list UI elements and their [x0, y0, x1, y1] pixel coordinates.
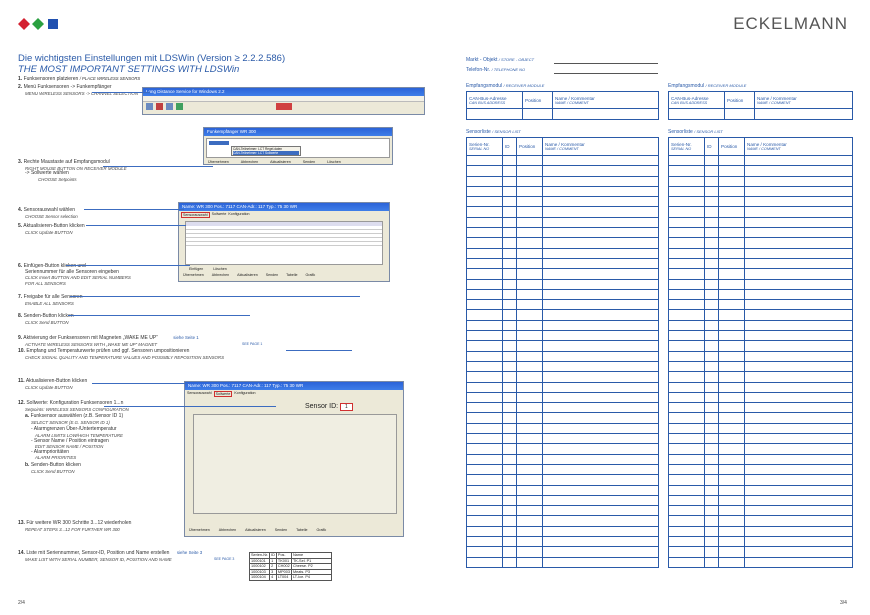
step-2: 2. Menü Funksensoren -> Funkempfänger MENU WIRELESS SENSORS -> CHANNEL SELECTION	[18, 84, 139, 96]
sensor-list-row[interactable]	[669, 485, 853, 495]
graph-button[interactable]: Grafik	[316, 528, 327, 532]
step-14: 14. Liste mit Seriennummer, Sensor-ID, Position und Name erstellen siehe Seite 3 MAKE LIST WITH SERIAL NUMBER, SENSOR ID, POSITION AND NAME	[18, 550, 203, 562]
sensor-list-row[interactable]	[669, 434, 853, 444]
sensor-list-row[interactable]	[669, 279, 853, 289]
sensor-list-row[interactable]	[467, 361, 659, 371]
sensor-list-row[interactable]	[467, 197, 659, 207]
arrow-step5	[86, 225, 186, 226]
arrow-step3	[103, 166, 213, 167]
send-button[interactable]: Senden	[302, 160, 316, 164]
market-field[interactable]	[554, 63, 658, 64]
example-sensor-list	[249, 552, 332, 581]
sensor-list-row[interactable]	[669, 258, 853, 268]
arrow-step12	[104, 406, 276, 407]
arrow-step10	[286, 350, 352, 351]
sensor-list-row[interactable]	[467, 289, 659, 299]
tab-configuration[interactable]: Konfiguration	[234, 391, 256, 395]
title-de: Die wichtigsten Einstellungen mit LDSWin (Version ≥ 2.2.2.586)	[18, 53, 286, 64]
step-10: 10. Empfang und Temperaturwerte prüfen und ggf. Sensoren umpositionieren CHECK SIGNAL QUALITY AND TEMPERATURE VALUES AND POSSIBLY REPOSITION SENSORS	[18, 348, 225, 360]
sensor-id-field[interactable]: Sensor ID: 1	[305, 403, 353, 410]
sensor-list-row[interactable]	[669, 382, 853, 392]
table-button[interactable]: Tabelle	[296, 528, 308, 532]
sensor-list-row[interactable]	[467, 403, 659, 413]
step-9-ref-en: SEE PAGE 1	[242, 342, 263, 346]
sensor-list-row[interactable]	[467, 217, 659, 227]
arrow-step4	[84, 209, 184, 210]
arrow-step8	[68, 315, 250, 316]
tab-setpoints[interactable]: Sollwerte	[215, 392, 231, 396]
sensor-list-row[interactable]	[669, 392, 853, 402]
sensor-list-row[interactable]	[467, 413, 659, 423]
phone-field[interactable]	[554, 73, 658, 74]
abort-button[interactable]: Abbrechen	[211, 273, 230, 277]
tab-sensor-selection[interactable]: Sensorauswahl	[187, 391, 212, 395]
step-1: 1. Funksensoren platzieren / PLACE WIRELESS SENSORS	[18, 76, 141, 82]
update-button[interactable]: Aktualisieren	[237, 273, 258, 277]
sensor-list-row[interactable]	[669, 186, 853, 196]
sensor-list-row[interactable]	[467, 557, 659, 567]
step-12: 12. Sollwerte: Konfiguration Funksensoren 1...n Setpoints: WIRELESS SENSORS CONFIGURATION a. Funksensor auswählen (z.B. Sensor ID 1) SELECT SENSOR (E.G. SENSOR ID 1) - Alarmgrenzen Über-/Untertemperatur ALARM LIMITS LOW/HIGH TEMPERATURE - Sensor Name / Position eintragen EDIT SENSOR NAME / POSITION - Alarmprioritäten ALARM PRIORITIES b. Senden-Button klicken CLICK Send BUTTON	[18, 400, 129, 474]
sensor-list-row[interactable]	[467, 228, 659, 238]
step-11: 11. Aktualisieren-Button klicken CLICK Update BUTTON	[18, 378, 88, 390]
receiver-row-selected[interactable]	[209, 141, 229, 145]
sensor-list-row[interactable]	[669, 207, 853, 217]
sensor-list-row[interactable]	[669, 310, 853, 320]
brand-name: ECKELMANN	[733, 14, 848, 33]
eckelmann-logo-icon	[18, 18, 68, 30]
sensor-list-row[interactable]	[467, 547, 659, 557]
sensor-list-row[interactable]	[467, 454, 659, 464]
arrow-step6	[66, 265, 190, 266]
list-header: Name	[291, 553, 331, 559]
sensor-list-row[interactable]	[467, 464, 659, 474]
sensor-list-row[interactable]	[467, 320, 659, 330]
sensor-list-row[interactable]	[669, 197, 853, 207]
sensor-list-row[interactable]	[669, 454, 853, 464]
delete-button[interactable]: Löschen	[327, 160, 341, 164]
receiver-table-left: CAN-Bus-Adresse CAN BUS ADDRESS Position Name / Kommentar NAME / COMMENT	[466, 91, 659, 120]
send-button[interactable]: Senden	[274, 528, 288, 532]
step-4: 4. Sensorauswahl wählen CHOOSE Sensor selection	[18, 207, 78, 219]
sensor-list-row[interactable]	[669, 475, 853, 485]
sensor-list-row[interactable]	[669, 341, 853, 351]
step-7: 7. Freigabe für alle Sensoren ENABLE ALL SENSORS	[18, 294, 83, 306]
sensor-list-row[interactable]	[467, 526, 659, 536]
sensor-list-row[interactable]	[467, 516, 659, 526]
sensor-list-table-right: Serien-Nr. SERIAL NO ID Position Name / Kommentar NAME / COMMENT	[668, 137, 853, 568]
table-button[interactable]: Tabelle	[286, 273, 298, 277]
sensor-list-row[interactable]	[669, 526, 853, 536]
step-8: 8. Senden-Button klicken CLICK Send BUTTON	[18, 313, 74, 325]
sensor-list-label-right: Sensorliste / SENSOR LIST	[668, 129, 723, 135]
sensor-selection-window	[178, 202, 390, 282]
sensor-list-row[interactable]	[669, 248, 853, 258]
toolbar-icon[interactable]	[166, 103, 173, 110]
sensor-list-row[interactable]	[669, 423, 853, 433]
tab-configuration[interactable]: Konfiguration	[228, 212, 250, 216]
sensor-list-row[interactable]	[467, 475, 659, 485]
receiver-label-left: Empfangsmodul / RECEIVER MODULE	[466, 83, 545, 89]
sensor-list-row[interactable]	[467, 248, 659, 258]
sensor-list-row[interactable]	[669, 495, 853, 505]
sensor-list-row[interactable]	[669, 320, 853, 330]
sensor-list-row[interactable]	[467, 444, 659, 454]
sensor-list-table-left: Serien-Nr. SERIAL NO ID Position Name / Kommentar NAME / COMMENT	[466, 137, 659, 568]
toolbar-icon[interactable]	[156, 103, 163, 110]
sensor-list-row[interactable]	[467, 423, 659, 433]
market-label: Markt - Objekt / STORE - OBJECT	[466, 57, 535, 63]
arrow-step7	[70, 296, 360, 297]
sensor-list-row[interactable]	[467, 176, 659, 186]
sensor-list-row[interactable]	[669, 238, 853, 248]
ldswin-title: Long Distance Service for Windows 2.2	[143, 88, 424, 96]
sensor-list-row[interactable]	[467, 300, 659, 310]
sensor-list-row[interactable]	[467, 166, 659, 176]
step-14-ref-en: SEE PAGE 3	[214, 557, 235, 561]
receiver-label-right: Empfangsmodul / RECEIVER MODULE	[668, 83, 747, 89]
arrow-step11	[92, 383, 188, 384]
sensor-list-row[interactable]	[669, 217, 853, 227]
list-header: Serien-Nr.	[251, 553, 269, 558]
step-13: 13. Für weitere WR 300 Schritte 3...12 wiederholen REPEAT STEPS 3...12 FOR FURTHER WR 300	[18, 520, 132, 532]
send-button[interactable]: Senden	[265, 273, 279, 277]
sensor-list-row[interactable]	[669, 176, 853, 186]
sensor-list-row[interactable]	[467, 207, 659, 217]
sensor-list-row[interactable]	[467, 341, 659, 351]
receiver-window	[203, 127, 393, 165]
sensor-list-row[interactable]	[669, 156, 853, 166]
step-9: 9. Aktivierung der Funksensoren mit Magneten „WAKE ME UP“ siehe Seite 1 ACTIVATE WIRELESS SENSORS WITH „WAKE ME UP“ MAGNET	[18, 335, 199, 347]
step-5: 5. Aktualisieren-Button klicken CLICK Update BUTTON	[18, 223, 85, 235]
context-item-sollwerte[interactable]: CAN-Teilnehmer: LCT Sollwerte	[233, 151, 299, 155]
sensor-list-row[interactable]	[669, 289, 853, 299]
page-title	[18, 53, 285, 75]
sensor-list-row[interactable]	[669, 269, 853, 279]
step-3: 3. Rechte Maustaste auf Empfangsmodul RIGHT MOUSE BUTTON ON RECEIVER MODULE -> Sollwerte wählen CHOOSE Setpoints	[18, 159, 127, 182]
list-header: ID	[271, 553, 275, 558]
insert-button[interactable]: Einfügen	[189, 267, 204, 271]
toolbar-icon[interactable]	[176, 103, 183, 110]
sensor-list-row[interactable]	[669, 516, 853, 526]
page-number-right: 3/4	[840, 600, 847, 606]
context-menu[interactable]	[231, 146, 301, 156]
sensor-list-row[interactable]	[467, 258, 659, 268]
sensor-list-row[interactable]	[669, 166, 853, 176]
sensor-list-row[interactable]	[669, 444, 853, 454]
table-row: 1000104 4 LT004 LT-Ice. P4	[250, 575, 332, 581]
ldswin-main-window	[142, 87, 425, 115]
sensor-list-row[interactable]	[669, 413, 853, 423]
table-row: 1000102 2 CH002 Cheese. P2	[250, 564, 332, 570]
receiver-table-right: CAN-Bus-Adresse CAN BUS ADDRESS Position Name / Kommentar NAME / COMMENT	[668, 91, 853, 120]
abort-button[interactable]: Abbrechen	[240, 160, 259, 164]
tab-setpoints[interactable]: Sollwerte	[211, 212, 227, 216]
sensor-list-row[interactable]	[467, 372, 659, 382]
sensor-list-row[interactable]	[467, 186, 659, 196]
setpoints-fields	[193, 414, 397, 514]
sensor-list-label-left: Sensorliste / SENSOR LIST	[466, 129, 521, 135]
phone-label: Telefon-Nr. / TELEPHONE NO	[466, 67, 526, 73]
accept-button[interactable]: Übernehmen	[189, 528, 210, 532]
page-number-left: 2/4	[18, 600, 25, 606]
graph-button[interactable]: Grafik	[305, 273, 316, 277]
update-button[interactable]: Aktualisieren	[245, 528, 266, 532]
sensor-list-row[interactable]	[669, 331, 853, 341]
sensor-list-row[interactable]	[467, 495, 659, 505]
sensor-list-row[interactable]	[669, 506, 853, 516]
sensor-list-row[interactable]	[467, 392, 659, 402]
sensor-list-row[interactable]	[669, 557, 853, 567]
sensor-list-row[interactable]	[669, 464, 853, 474]
sensor-list-row[interactable]	[669, 547, 853, 557]
sensor-list-row[interactable]	[669, 300, 853, 310]
sensor-list-row[interactable]	[467, 536, 659, 546]
tab-sensor-selection[interactable]: Sensorauswahl	[183, 213, 208, 217]
sensor-list-row[interactable]	[669, 361, 853, 371]
step-6: 6. Einfügen-Button klicken und Seriennummer für alle Sensoren eingeben CLICK Insert BUTTON AND EDIT SERIAL NUMBERS FOR ALL SENSORS	[18, 263, 131, 286]
sensor-list-row[interactable]	[669, 372, 853, 382]
sensor-list-row[interactable]	[467, 485, 659, 495]
sensor-list-row[interactable]	[467, 279, 659, 289]
sensor-id-value[interactable]: 1	[340, 403, 353, 411]
sensor-selection-title: Name: WR 300 Pos.: 7117 CAN-Adr.: 117 Typ.: 75 30 WR	[179, 203, 389, 211]
toolbar-icon[interactable]	[146, 103, 153, 110]
sensor-list-row[interactable]	[467, 331, 659, 341]
accept-button[interactable]: Übernehmen	[183, 273, 204, 277]
delete-button[interactable]: Löschen	[213, 267, 227, 271]
sensor-list-row[interactable]	[669, 536, 853, 546]
setpoints-window	[184, 381, 404, 537]
context-item-regel[interactable]: CAN-Teilnehmer: LCT Regel.daten	[233, 147, 283, 151]
sensor-list-row[interactable]	[467, 156, 659, 166]
sensor-list-row[interactable]	[467, 382, 659, 392]
arrow-step2	[92, 92, 150, 93]
sensor-list-row[interactable]	[669, 228, 853, 238]
setpoints-title: Name: WR 300 Pos.: 7117 CAN-Adr.: 117 Typ.: 75 30 WR	[185, 382, 403, 390]
sensor-list-row[interactable]	[467, 434, 659, 444]
list-header: Pos.	[276, 553, 291, 559]
receiver-title: Funkempfänger WR 300	[204, 128, 392, 136]
title-en: THE MOST IMPORTANT SETTINGS WITH LDSWin	[18, 64, 240, 75]
sensor-list-row[interactable]	[467, 310, 659, 320]
accept-button[interactable]: Übernehmen	[208, 160, 229, 164]
sensor-list-row[interactable]	[467, 269, 659, 279]
update-button[interactable]: Aktualisieren	[270, 160, 291, 164]
sensor-list-row[interactable]	[669, 351, 853, 361]
abort-button[interactable]: Abbrechen	[218, 528, 237, 532]
table-row: 1000103 3 MP003 Meats. P3	[250, 569, 332, 575]
sensor-list-row[interactable]	[669, 403, 853, 413]
sensor-list-row[interactable]	[467, 351, 659, 361]
table-row: 1000101 1 TK001 TK-Sel. P1	[250, 558, 332, 564]
wireless-menu-highlight[interactable]	[276, 103, 292, 110]
sensor-list-row[interactable]	[467, 238, 659, 248]
sensor-list-row[interactable]	[467, 506, 659, 516]
